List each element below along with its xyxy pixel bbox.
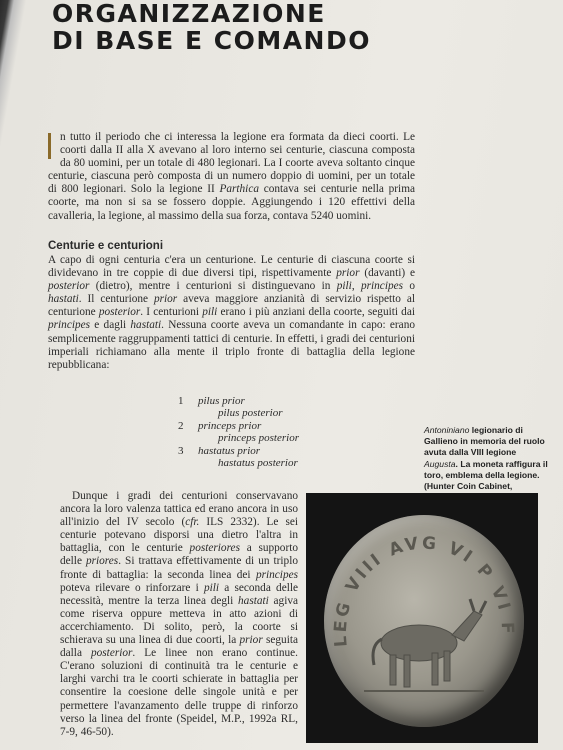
- title-line-2: DI BASE E COMANDO: [52, 26, 371, 55]
- intro-paragraph: n tutto il periodo che ci interessa la legione era formata da dieci coorti. Le coorti dalla II alla X avevano al loro interno sei centurie, ciascuna composta da 80 uomini, per un totale di 480 legionari. La I coorte aveva soltanto cinque centurie, ciascuna però composta di un numero doppio di uomini, per un totale di 800 legionari. Solo la legione II Parthica contava sei centurie nella prima coorte, ma non si sa se fossero doppie. Aggiungendo i 120 effettivi della cavalleria, la legione, al massimo della sua forza, contava 5240 uomini.: [48, 131, 415, 222]
- coin-image: [324, 515, 524, 727]
- bull-coin-icon: [324, 515, 524, 727]
- section-heading: Centurie e centurioni: [48, 240, 164, 252]
- rank-item: 1 pilus prior: [178, 395, 245, 407]
- rank-item: 3 hastatus prior: [178, 444, 261, 457]
- drop-cap-mark: [48, 133, 57, 159]
- rank-list: [178, 395, 328, 469]
- rank-item: 2 princeps prior: [178, 419, 262, 432]
- title-line-1: ORGANIZZAZIONE: [52, 0, 326, 28]
- coin-photo: [306, 493, 538, 743]
- rank-item: hastatus posterior: [218, 457, 298, 470]
- rank-item: princeps posterior: [218, 432, 299, 445]
- chapter-title: [52, 0, 371, 54]
- photo-caption: Antoniniano legionario di Gallieno in memoria del ruolo avuta dalla VIII legione Augusta. La moneta raffigura il toro, emblema della legione. (Hunter Coin Cabinet,: [424, 425, 548, 492]
- centurie-paragraph: A capo di ogni centuria c'era un centurione. Le centurie di ciascuna coorte si dividevano in tre coppie di due diversi tipi, rispettivamente prior (davanti) e posterior (dietro), mentre i centurioni si distinguevano in pili, principes o hastati. Il centurione prior aveva maggiore anzianità di servizio rispetto al centurione posterior. I centurioni pili erano i più anziani della coorte, seguiti dai principes e dagli hastati. Nessuna coorte aveva un comandante in capo: erano semplicemente raggruppamenti tattici di centurie. In effetti, i gradi dei centurioni imperiali richiamano alla mente il triplo fronte di battaglia della legione repubblicana:: [48, 254, 416, 371]
- rank-item: pilus posterior: [218, 407, 283, 420]
- tactics-paragraph: Dunque i gradi dei centurioni conservavano ancora la loro valenza tattica ed erano ancora in uso all'inizio del IV secolo (cfr. ILS 2332). Le sei centurie potevano disporsi una dietro l'altra in battaglia, con le centurie posteriores a supporto delle priores. Si trattava effettivamente di un triplo fronte di battaglia: la seconda linea dei principes poteva rilevare o rinforzare i pili a seconda delle necessità, mentre la terza linea degli hastati agiva come riserva oppure metteva in atto azioni di accerchiamento. Di solito, però, la coorte si schierava su una linea di due coorti, la prior seguita dalla posterior. Le linee non erano continue. C'erano soluzioni di continuità tra le centurie e larghi varchi tra le coorti schierate in battaglia per consentire la coesione delle singole unità e per permettere l'avanzamento delle truppe di rinforzo verso la linea del fronte (Speidel, M.P., 1992a RL, 7-9, 46-50).: [60, 490, 299, 738]
- coin-inscription: LEG VIII AVG VI P VI F: [330, 533, 518, 648]
